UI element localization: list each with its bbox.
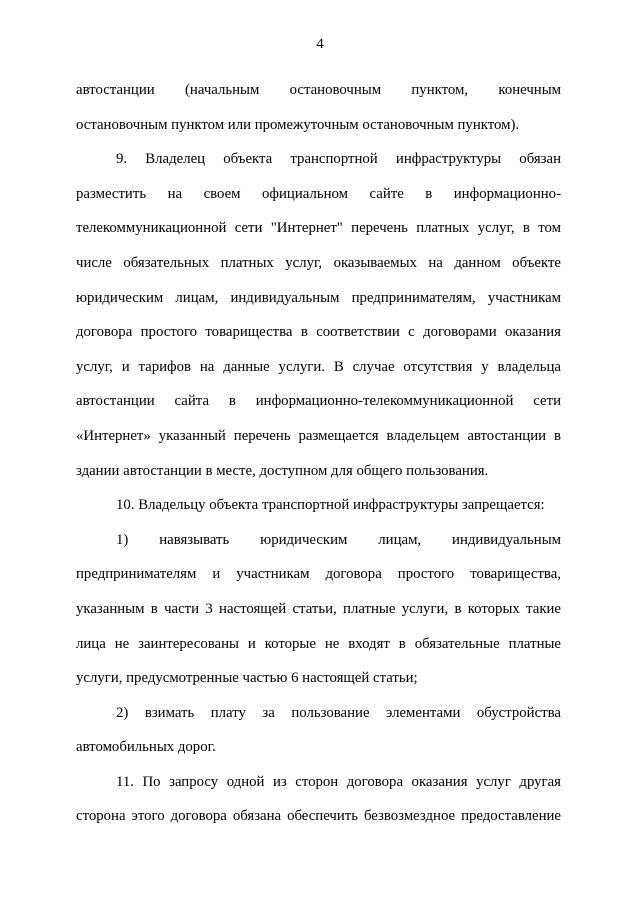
document-body	[76, 73, 561, 834]
text-line: «Интернет» указанный перечень размещается владельцем автостанции в	[76, 427, 561, 444]
text-line: автостанции сайта в информационно-телекоммуникационной сети	[76, 393, 561, 410]
text-line: телекоммуникационной сети "Интернет" перечень платных услуг, в том	[76, 220, 561, 237]
paragraph-subitem-1	[76, 523, 561, 696]
text-line: автостанции (начальным остановочным пунктом, конечным	[76, 82, 561, 98]
text-line: здании автостанции в месте, доступном для общего пользования.	[76, 462, 489, 479]
paragraph-item-9	[76, 142, 561, 488]
text-line: предпринимателям и участникам договора простого товарищества,	[76, 566, 561, 583]
text-line: юридическим лицам, индивидуальным предпринимателям, участникам	[76, 289, 561, 306]
text-line: договора простого товарищества в соответствии с договорами оказания	[76, 324, 561, 341]
paragraph-continuation	[76, 73, 561, 142]
paragraph-subitem-2	[76, 696, 561, 765]
text-line: 1) навязывать юридическим лицам, индивидуальным	[116, 531, 561, 548]
text-line: услуг, и тарифов на данные услуги. В случае отсутствия у владельца	[76, 358, 561, 375]
text-line: указанным в части 3 настоящей статьи, платные услуги, в которых такие	[76, 600, 561, 617]
text-line: 2) взимать плату за пользование элементами обустройства	[116, 704, 561, 721]
text-line: остановочным пунктом или промежуточным остановочным пунктом).	[76, 116, 520, 133]
text-line: автомобильных дорог.	[76, 739, 216, 756]
paragraph-item-11	[76, 765, 561, 834]
text-line: 9. Владелец объекта транспортной инфраструктуры обязан	[116, 151, 561, 168]
text-line: 11. По запросу одной из сторон договора оказания услуг другая	[116, 773, 561, 790]
text-line: сторона этого договора обязана обеспечить безвозмездное предоставление	[76, 808, 561, 825]
text-line: разместить на своем официальном сайте в информационно-	[76, 185, 561, 202]
paragraph-item-10	[76, 488, 561, 523]
text-line: 10. Владельцу объекта транспортной инфраструктуры запрещается:	[116, 497, 545, 514]
page-number: 4	[316, 36, 324, 52]
text-line: лица не заинтересованы и которые не входят в обязательные платные	[76, 635, 561, 652]
text-line: числе обязательных платных услуг, оказываемых на данном объекте	[76, 254, 561, 271]
text-line: услуги, предусмотренные частью 6 настоящей статьи;	[76, 670, 418, 687]
